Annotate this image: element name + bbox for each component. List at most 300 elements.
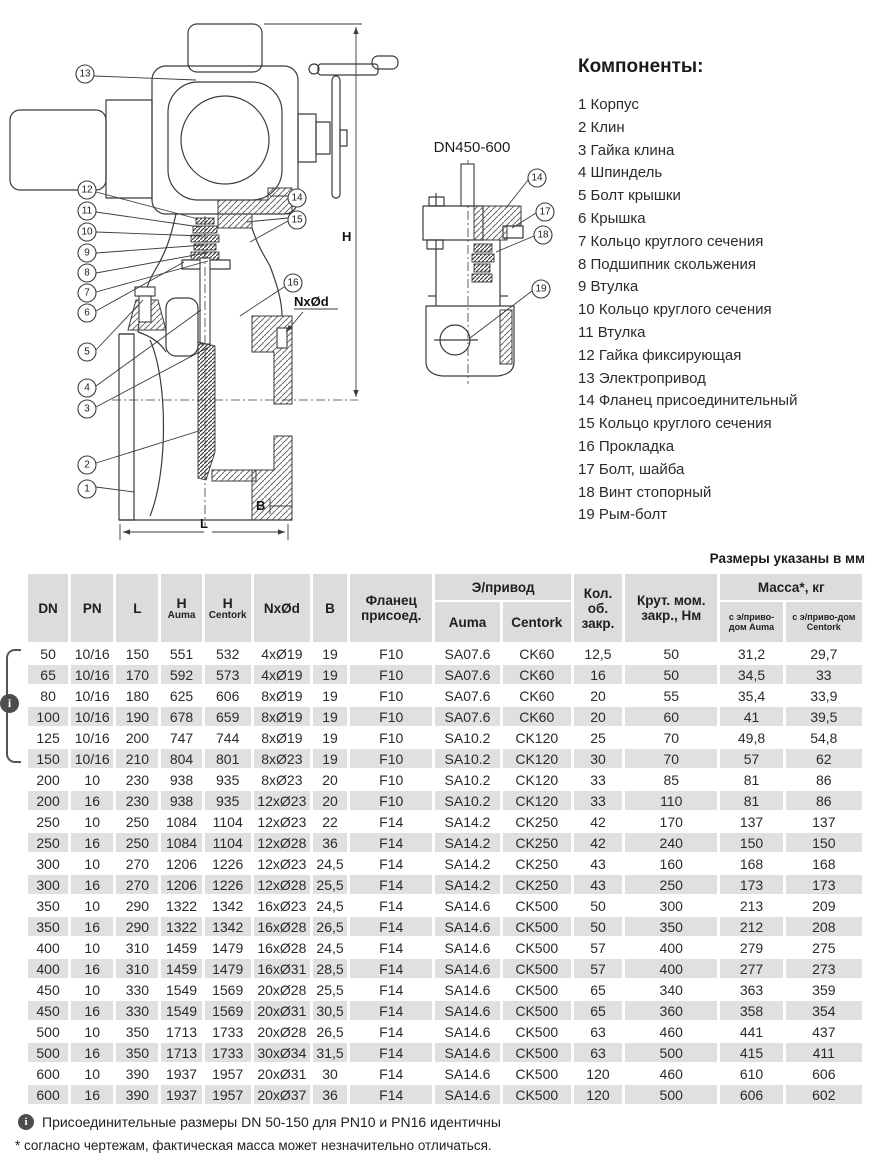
callout-10 [78, 223, 202, 241]
components-list [578, 94, 888, 527]
svg-text:6: 6 [84, 307, 90, 319]
table-cell: 359 [812, 981, 836, 998]
svg-text:B: B [256, 498, 266, 513]
table-cell: 16 [71, 833, 113, 852]
table-cell: 50 [663, 645, 680, 662]
table-cell: SA14.6 [435, 1001, 499, 1020]
table-cell: 200 [36, 771, 60, 788]
table-cell: 20 [313, 791, 347, 810]
table-cell: 24,5 [316, 855, 344, 872]
table-cell: 80 [40, 687, 56, 704]
table-cell: 10/16 [71, 707, 113, 726]
col-header-flange: Фланец присоед. [350, 574, 432, 642]
table-cell: F14 [350, 1085, 432, 1104]
component-item: 13 Электропривод [578, 369, 706, 387]
table-cell: 625 [169, 687, 194, 704]
table-row [28, 1001, 862, 1020]
col-header-actuator-auma: Auma [435, 602, 499, 642]
table-cell: 250 [125, 813, 150, 830]
table-cell: 1479 [212, 939, 244, 956]
svg-text:15: 15 [291, 214, 303, 226]
table-cell: 19 [322, 687, 338, 704]
valve-assembly-drawing [0, 0, 570, 555]
dimensions-table-head [28, 574, 862, 642]
table-cell: F10 [379, 687, 404, 704]
table-cell: 400 [28, 959, 68, 978]
table-cell: 1549 [165, 981, 198, 998]
table-row [28, 1022, 862, 1041]
table-cell: 81 [743, 771, 760, 788]
table-cell: 300 [36, 855, 60, 872]
col-header-l: L [116, 574, 158, 642]
table-cell: CK120 [515, 729, 559, 746]
table-cell: CK60 [519, 687, 555, 704]
callout-3 [78, 347, 209, 418]
table-cell: 10 [84, 981, 100, 998]
table-cell: 279 [739, 939, 764, 956]
table-row [28, 959, 862, 978]
table-cell: 42 [574, 833, 622, 852]
table-cell: SA14.6 [444, 1023, 491, 1040]
table-cell: 19 [313, 665, 347, 684]
table-cell: 1104 [205, 833, 251, 852]
h-auma-sub-label: Auma [167, 609, 196, 621]
table-cell: 330 [125, 981, 150, 998]
table-cell: 25,5 [316, 981, 344, 998]
component-item: 16 Прокладка [578, 437, 675, 455]
table-cell: 1226 [205, 875, 251, 894]
table-cell: 209 [812, 897, 836, 914]
svg-text:13: 13 [79, 68, 91, 80]
table-cell: 10 [84, 939, 100, 956]
table-cell: F14 [350, 833, 432, 852]
table-row [28, 707, 862, 726]
table-cell: SA14.6 [444, 897, 491, 914]
table-cell: 20 [322, 771, 338, 788]
table-cell: F14 [379, 981, 404, 998]
table-cell: 1569 [212, 981, 244, 998]
table-cell: 400 [659, 939, 683, 956]
table-cell: 55 [663, 687, 680, 704]
table-row [28, 1043, 862, 1062]
table-cell: 350 [36, 897, 60, 914]
table-cell: 350 [116, 1043, 158, 1062]
table-cell: F14 [379, 939, 404, 956]
callout-13 [76, 65, 196, 83]
col-header-mass-auma: с э/приво-дом Auma [720, 602, 782, 642]
table-cell: 50 [625, 665, 717, 684]
component-item: 18 Винт стопорный [578, 483, 712, 501]
table-cell: 1937 [165, 1065, 198, 1082]
table-cell: 4xØ19 [254, 665, 310, 684]
table-cell: 36 [313, 833, 347, 852]
table-cell: 180 [125, 687, 150, 704]
table-cell: 460 [659, 1023, 683, 1040]
col-header-mass-group: Масса*, кг [720, 574, 862, 600]
actuator-drawing [10, 24, 330, 214]
table-cell: 150 [786, 833, 862, 852]
table-cell: 41 [720, 707, 782, 726]
components-title: Компоненты: [578, 56, 704, 77]
table-cell: 20xØ37 [254, 1085, 310, 1104]
table-cell: 10/16 [71, 749, 113, 768]
table-cell: SA07.6 [435, 665, 499, 684]
table-cell: 16xØ28 [254, 917, 310, 936]
table-cell: 57 [720, 749, 782, 768]
table-cell: 208 [786, 917, 862, 936]
table-cell: F14 [379, 813, 404, 830]
component-item: 15 Кольцо круглого сечения [578, 415, 772, 433]
table-cell: 411 [786, 1043, 862, 1062]
table-cell: 573 [205, 665, 251, 684]
table-cell: 8xØ23 [261, 771, 303, 788]
table-cell: 230 [116, 791, 158, 810]
table-cell: SA14.6 [444, 981, 491, 998]
table-cell: F14 [350, 1043, 432, 1062]
svg-text:16: 16 [287, 277, 299, 289]
table-row [28, 728, 862, 747]
table-cell: 310 [116, 959, 158, 978]
dimensions-table [25, 572, 865, 1106]
table-cell: 400 [36, 939, 60, 956]
table-cell: F14 [379, 1023, 404, 1040]
table-cell: 610 [739, 1065, 764, 1082]
table-cell: 190 [116, 707, 158, 726]
table-cell: 1206 [165, 855, 198, 872]
col-header-b: B [313, 574, 347, 642]
table-cell: F10 [350, 707, 432, 726]
table-cell: 137 [739, 813, 764, 830]
dimensions-table-body [28, 644, 862, 1104]
table-cell: 200 [28, 791, 68, 810]
table-cell: 39,5 [786, 707, 862, 726]
table-cell: 42 [590, 813, 606, 830]
table-cell: F14 [379, 855, 404, 872]
col-header-h-centork [205, 574, 251, 642]
table-cell: 150 [125, 645, 150, 662]
table-cell: 16xØ28 [257, 939, 307, 956]
svg-text:12: 12 [81, 184, 93, 196]
handwheel-drawing [309, 56, 398, 198]
table-cell: 170 [116, 665, 158, 684]
table-cell: 1569 [205, 1001, 251, 1020]
table-cell: CK500 [515, 981, 559, 998]
table-cell: 290 [125, 897, 150, 914]
table-cell: 16 [71, 959, 113, 978]
table-cell: SA14.2 [444, 813, 491, 830]
table-cell: 460 [659, 1065, 683, 1082]
component-item: 17 Болт, шайба [578, 460, 685, 478]
col-header-turns: Кол. об. закр. [574, 574, 622, 642]
table-cell: SA07.6 [444, 645, 491, 662]
table-cell: 31,5 [313, 1043, 347, 1062]
svg-text:1: 1 [84, 483, 90, 495]
component-item: 8 Подшипник скольжения [578, 255, 756, 273]
info-icon: i [0, 694, 19, 713]
table-cell: CK120 [515, 771, 559, 788]
svg-text:L: L [200, 516, 208, 531]
table-cell: SA14.6 [435, 959, 499, 978]
callout-2 [78, 430, 202, 474]
table-cell: 250 [28, 833, 68, 852]
table-cell: 60 [625, 707, 717, 726]
table-cell: 24,5 [316, 939, 344, 956]
callout-9 [78, 244, 204, 262]
table-cell: 57 [574, 959, 622, 978]
col-header-pn: PN [71, 574, 113, 642]
table-cell: 12xØ23 [257, 813, 307, 830]
table-cell: 173 [786, 875, 862, 894]
table-cell: 19 [322, 645, 338, 662]
table-cell: 36 [313, 1085, 347, 1104]
table-row [28, 1064, 862, 1083]
table-cell: 8xØ19 [261, 687, 303, 704]
h-label: H [222, 594, 233, 611]
table-cell: 8xØ19 [254, 707, 310, 726]
table-cell: 10/16 [74, 687, 110, 704]
table-cell: 230 [125, 771, 150, 788]
component-item: 10 Кольцо круглого сечения [578, 301, 772, 319]
table-cell: 273 [786, 959, 862, 978]
table-row [28, 980, 862, 999]
table-cell: 50 [40, 645, 56, 662]
table-cell: 20xØ31 [257, 1065, 307, 1082]
table-cell: SA10.2 [435, 749, 499, 768]
table-cell: 12xØ28 [254, 833, 310, 852]
table-cell: 1713 [165, 1023, 198, 1040]
table-cell: 1733 [212, 1023, 244, 1040]
table-cell: 26,5 [313, 917, 347, 936]
inset-label: DN450-600 [433, 139, 511, 156]
table-cell: 19 [322, 729, 338, 746]
table-cell: 137 [812, 813, 836, 830]
table-cell: SA10.2 [444, 771, 491, 788]
component-item: 11 Втулка [578, 323, 646, 341]
valve-drawing-area [0, 0, 570, 555]
table-cell: 43 [590, 855, 606, 872]
table-cell: 801 [205, 749, 251, 768]
svg-text:2: 2 [84, 459, 90, 471]
table-cell: SA07.6 [444, 687, 491, 704]
table-cell: 354 [786, 1001, 862, 1020]
table-cell: 57 [590, 939, 606, 956]
footnote-identical-dims [18, 1114, 501, 1130]
table-cell: 450 [28, 1001, 68, 1020]
table-cell: F10 [379, 771, 404, 788]
table-cell: F14 [350, 1001, 432, 1020]
table-cell: 10 [84, 1023, 100, 1040]
table-row [28, 686, 862, 705]
table-cell: 290 [116, 917, 158, 936]
table-cell: 29,7 [810, 645, 838, 662]
table-cell: 1479 [205, 959, 251, 978]
inset-callout-14 [506, 169, 546, 208]
table-cell: F10 [350, 665, 432, 684]
table-cell: 33 [574, 791, 622, 810]
table-cell: 358 [720, 1001, 782, 1020]
table-row [28, 854, 862, 873]
component-item: 14 Фланец присоединительный [578, 392, 798, 410]
table-cell: SA14.2 [444, 855, 491, 872]
table-cell: 86 [816, 771, 832, 788]
component-item: 6 Крышка [578, 209, 646, 227]
svg-text:7: 7 [84, 287, 90, 299]
component-item: 19 Рым-болт [578, 506, 668, 524]
table-cell: 26,5 [316, 1023, 344, 1040]
table-cell: 22 [322, 813, 338, 830]
svg-text:9: 9 [84, 247, 90, 259]
table-cell: 602 [786, 1085, 862, 1104]
table-cell: 34,5 [720, 665, 782, 684]
table-cell: SA07.6 [435, 707, 499, 726]
table-cell: 938 [169, 771, 194, 788]
table-cell: 10 [84, 771, 100, 788]
table-cell: 168 [739, 855, 764, 872]
holes-label [286, 294, 338, 332]
table-cell: 1459 [161, 959, 201, 978]
table-cell: 43 [574, 875, 622, 894]
table-cell: 10 [84, 1065, 100, 1082]
table-cell: CK120 [503, 749, 571, 768]
col-header-mass-centork: с э/приво-дом Centork [786, 602, 862, 642]
col-header-torque: Крут. мом. закр., Нм [625, 574, 717, 642]
table-cell: 1104 [212, 813, 243, 830]
table-cell: 28,5 [313, 959, 347, 978]
table-cell: 30xØ34 [254, 1043, 310, 1062]
svg-text:5: 5 [84, 346, 90, 358]
table-cell: 10/16 [74, 729, 110, 746]
table-cell: F14 [350, 917, 432, 936]
svg-text:11: 11 [81, 205, 93, 217]
table-cell: 65 [574, 1001, 622, 1020]
table-cell: SA10.2 [435, 791, 499, 810]
table-cell: 125 [36, 729, 60, 746]
table-cell: 33,9 [810, 687, 838, 704]
table-cell: F14 [379, 897, 404, 914]
stem-wedge-drawing [198, 258, 215, 480]
table-row [28, 917, 862, 936]
component-item: 12 Гайка фиксирующая [578, 346, 742, 364]
table-cell: 65 [590, 981, 606, 998]
table-cell: 19 [313, 749, 347, 768]
table-cell: 50 [590, 897, 606, 914]
table-cell: CK250 [515, 855, 559, 872]
table-cell: 606 [812, 1065, 836, 1082]
h-label: H [176, 594, 187, 611]
table-cell: 551 [169, 645, 194, 662]
table-cell: 350 [625, 917, 717, 936]
svg-text:19: 19 [535, 283, 547, 295]
table-cell: 212 [720, 917, 782, 936]
table-cell: 1713 [161, 1043, 201, 1062]
table-cell: 8xØ23 [254, 749, 310, 768]
table-cell: 173 [720, 875, 782, 894]
table-cell: 33 [590, 771, 606, 788]
table-cell: 1733 [205, 1043, 251, 1062]
table-cell: 170 [659, 813, 683, 830]
table-cell: 300 [659, 897, 683, 914]
table-cell: 1342 [205, 917, 251, 936]
callout-8 [78, 253, 206, 282]
table-cell: 25,5 [313, 875, 347, 894]
table-cell: 16 [71, 1085, 113, 1104]
component-item: 1 Корпус [578, 96, 639, 113]
table-cell: 1084 [165, 813, 198, 830]
table-cell: 33 [786, 665, 862, 684]
table-cell: 4xØ19 [261, 645, 303, 662]
table-cell: CK500 [503, 1085, 571, 1104]
table-cell: 1322 [165, 897, 198, 914]
table-cell: 70 [663, 729, 680, 746]
table-cell: 350 [125, 1023, 150, 1040]
table-cell: 747 [169, 729, 194, 746]
table-cell: 300 [28, 875, 68, 894]
component-item: 9 Втулка [578, 278, 639, 296]
table-cell: 16xØ23 [257, 897, 307, 914]
table-cell: 1322 [161, 917, 201, 936]
table-cell: 500 [36, 1023, 60, 1040]
table-cell: 12xØ23 [257, 855, 307, 872]
table-cell: 120 [574, 1085, 622, 1104]
table-cell: 1937 [161, 1085, 201, 1104]
table-cell: 744 [216, 729, 240, 746]
table-cell: 65 [28, 665, 68, 684]
table-cell: 54,8 [810, 729, 838, 746]
valve-body-drawing [112, 216, 358, 526]
table-cell: 350 [28, 917, 68, 936]
table-cell: 250 [116, 833, 158, 852]
table-cell: 437 [812, 1023, 836, 1040]
table-cell: 100 [28, 707, 68, 726]
table-cell: 390 [116, 1085, 158, 1104]
table-cell: 168 [812, 855, 836, 872]
table-cell: 500 [625, 1043, 717, 1062]
table-row [28, 749, 862, 768]
table-cell: CK250 [503, 833, 571, 852]
footnote-text: Присоединительные размеры DN 50-150 для PN10 и PN16 идентичны [42, 1114, 501, 1130]
callout-16 [240, 274, 302, 316]
table-row [28, 665, 862, 684]
table-row [28, 875, 862, 894]
table-cell: F14 [379, 1065, 404, 1082]
table-cell: 1957 [205, 1085, 251, 1104]
adapter-flange-drawing [218, 188, 292, 228]
col-header-actuator-centork: Centork [503, 602, 571, 642]
table-cell: 20 [574, 707, 622, 726]
table-cell: 25 [590, 729, 606, 746]
table-cell: 10/16 [71, 665, 113, 684]
col-header-nxod: NxØd [254, 574, 310, 642]
col-header-h-auma [161, 574, 201, 642]
svg-text:4: 4 [84, 382, 90, 394]
table-cell: 1084 [161, 833, 201, 852]
table-cell: 600 [28, 1085, 68, 1104]
table-cell: CK60 [503, 707, 571, 726]
table-row [28, 644, 862, 663]
table-cell: 10 [84, 897, 100, 914]
table-cell: 20xØ28 [257, 1023, 307, 1040]
table-cell: SA14.6 [444, 1065, 491, 1082]
table-cell: SA14.2 [435, 875, 499, 894]
table-cell: 1342 [212, 897, 244, 914]
table-cell: SA14.6 [435, 1043, 499, 1062]
table-cell: CK60 [519, 645, 555, 662]
table-cell: SA14.2 [435, 833, 499, 852]
table-cell: SA14.6 [444, 939, 491, 956]
table-cell: 150 [720, 833, 782, 852]
table-cell: 30,5 [313, 1001, 347, 1020]
table-cell: 160 [659, 855, 683, 872]
